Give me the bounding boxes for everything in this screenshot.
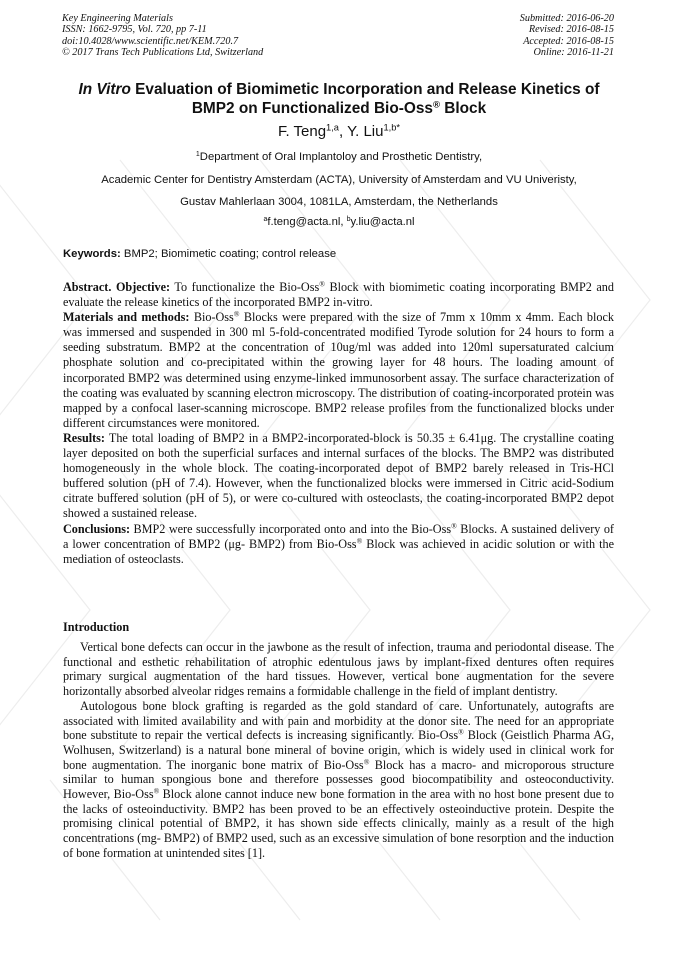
author-2-sup: 1,b*: [383, 122, 401, 133]
journal-issn: ISSN: 1662-9795, Vol. 720, pp 7-11: [62, 24, 207, 36]
abstract-objective: [63, 280, 614, 310]
paper-title: [40, 80, 638, 118]
affiliation-sup: 1: [195, 150, 200, 158]
date-accepted: Accepted: 2016-08-15: [523, 35, 614, 47]
email-a-sup: a: [263, 215, 268, 223]
affiliation-dept: Department of Oral Implantoloy and Prosthetic Dentistry,: [199, 151, 483, 163]
conclusions-text-b: Blocks. A sustained delivery of a lower concentration of BMP2 (μg- BMP2) from Bio-Oss: [63, 521, 614, 551]
intro-paragraph-2: [63, 699, 614, 861]
intro-p2-c: Block has a macro- and microporous structure similar to human spongious bone and therefore possesses good biocompatibility and osteoconductivity. However, Bio-Oss: [63, 757, 614, 802]
title-line1: Evaluation of Biomimetic Incorporation and Release Kinetics of: [130, 81, 600, 98]
journal-copyright: © 2017 Trans Tech Publications Ltd, Switzerland: [62, 46, 264, 58]
author-separator: ,: [338, 123, 348, 140]
title-line2-a: BMP2 on Functionalized Bio-Oss: [191, 100, 433, 117]
results-text: The total loading of BMP2 in a BMP2-incorporated-block is 50.35 ± 6.41μg. The crystalline coating layer deposited on both the superficial surfaces and internal surfaces of the blocks. The BMP2 was distributed homogeneously in the whole block. The coating-incorporated depot of BMP2 barely released in Tris-HCl buffered solution (pH of 7.4). However, when the functionalized blocks were immersed in Citric acid-Sodium citrate buffered solution (pH of 5), or were co-cultured with osteoclasts, the coating-incorporated BMP2 depot showed a sustained release.: [63, 430, 614, 521]
journal-doi: doi:10.4028/www.scientific.net/KEM.720.7: [62, 35, 239, 47]
registered-mark: ®: [363, 757, 370, 767]
intro-p2-a: Autologous bone block grafting is regarded as the gold standard of care. Unfortunately, autografts are associated with limited availability and with pain and morbidity at the donor site. The need for an appropriate bone substitute to repair the vertical defects is increasing significantly. Bio-Oss: [63, 698, 614, 743]
affiliation-line-2: Academic Center for Dentistry Amsterdam (ACTA), University of Amsterdam and VU Univeristy,: [101, 174, 577, 186]
title-line2-b: Block: [439, 100, 487, 117]
results-label: Results:: [63, 430, 105, 445]
email-b: y.liu@acta.nl: [350, 216, 415, 228]
author-1: F. Teng: [277, 123, 327, 140]
conclusions-text-a: BMP2 were successfully incorporated onto and into the Bio-Oss: [130, 521, 452, 536]
date-revised: Revised: 2016-08-15: [528, 24, 614, 36]
author-2: Y. Liu: [347, 123, 384, 140]
email-a: f.teng@acta.nl,: [267, 216, 347, 228]
methods-label: Materials and methods:: [63, 310, 190, 325]
author-emails: [40, 216, 638, 228]
registered-mark: ®: [451, 520, 457, 530]
objective-label: Objective:: [111, 280, 171, 294]
author-1-sup: 1,a: [326, 122, 339, 133]
affiliation-line-1: [40, 151, 638, 163]
date-submitted: Submitted: 2016-06-20: [519, 13, 614, 24]
registered-mark: ®: [319, 279, 325, 289]
author-list: [40, 123, 638, 140]
introduction-body: [63, 640, 614, 861]
title-registered-mark: ®: [432, 99, 440, 111]
journal-name: Key Engineering Materials: [62, 13, 173, 24]
introduction-heading: Introduction: [63, 620, 130, 634]
keywords-text: BMP2; Biomimetic coating; control release: [120, 248, 337, 260]
abstract: [63, 280, 614, 567]
conclusions-text-c: Block was achieved in acidic solution or with the mediation of osteoclasts.: [63, 536, 614, 566]
title-italic: In Vitro: [78, 81, 131, 98]
keywords-label: Keywords:: [63, 248, 121, 260]
objective-text-b: Block with biomimetic coating incorporating BMP2 and evaluate the release kinetics of the incorporated BMP2 in-vitro.: [63, 280, 614, 310]
intro-paragraph-1: Vertical bone defects can occur in the jawbone as the result of infection, trauma and periodontal disease. The functional and esthetic rehabilitation of atrophic edentulous jaws by implant-fixed dentures often requires primary surgical augmentation of the hard tissues. However, vertical bone augmentation for the severe horizontally absorbed alveolar ridges remains a formidable challenge in the field of implant dentistry.: [63, 640, 614, 699]
abstract-results: [63, 431, 614, 522]
registered-mark: ®: [153, 786, 160, 796]
intro-p2-b: Block (Geistlich Pharma AG, Wolhusen, Switzerland) is a natural bone mineral of bovine origin, which is widely used in clinical work for bone augmentation. The inorganic bone matrix of Bio-Oss: [63, 728, 614, 772]
abstract-methods: [63, 310, 614, 431]
methods-text-b: Blocks were prepared with the size of 7mm x 10mm x 4mm. Each block was immersed and suspended in 300 ml 5-fold-concentrated modified Tyrode solution for 24 hours to form a seeding substratum. BMP2 at the concentration of 10ug/ml was added into 120ml supersaturated calcium phosphate solution and co-precipitated within the growing layer for 48 hours. The loading amount of incorporated BMP2 was determined using enzyme-linked immunosorbent assay. The surface characterization of the coating was evaluated by scanning electron microscopy. The distribution of coating-incorporated protein was mapped by a confocal laser-scanning microscope. BMP2 release profiles from the functionalized blocks under different circumstances were monitored.: [63, 310, 614, 430]
abstract-label: Abstract.: [63, 280, 112, 294]
registered-mark: ®: [233, 309, 240, 319]
keywords: [63, 248, 623, 260]
date-online: Online: 2016-11-21: [533, 46, 614, 58]
publication-dates: [520, 13, 614, 58]
conclusions-label: Conclusions:: [63, 521, 131, 536]
objective-text-a: To functionalize the Bio-Oss: [170, 280, 320, 294]
abstract-conclusions: [63, 522, 614, 567]
affiliation-line-3: Gustav Mahlerlaan 3004, 1081LA, Amsterdam, the Netherlands: [180, 196, 498, 208]
registered-mark: ®: [356, 536, 363, 546]
registered-mark: ®: [458, 727, 464, 737]
intro-p2-d: Block alone cannot induce new bone formation in the area with no host bone present due to the lacks of osteoinductivity. BMP2 has been proved to be an effectively osteoinductive protein. Despite the promising clinical potential of BMP2, it has shown side effects clinically, mainly as a result of the high concentrations (mg- BMP2) of BMP2 used, such as an excessive simulation of bone resorption and the induction of bone formation at unintended sites [1].: [63, 787, 614, 860]
journal-info: [62, 13, 263, 58]
email-b-sup: b: [346, 215, 351, 223]
methods-text-a: Bio-Oss: [189, 310, 234, 325]
